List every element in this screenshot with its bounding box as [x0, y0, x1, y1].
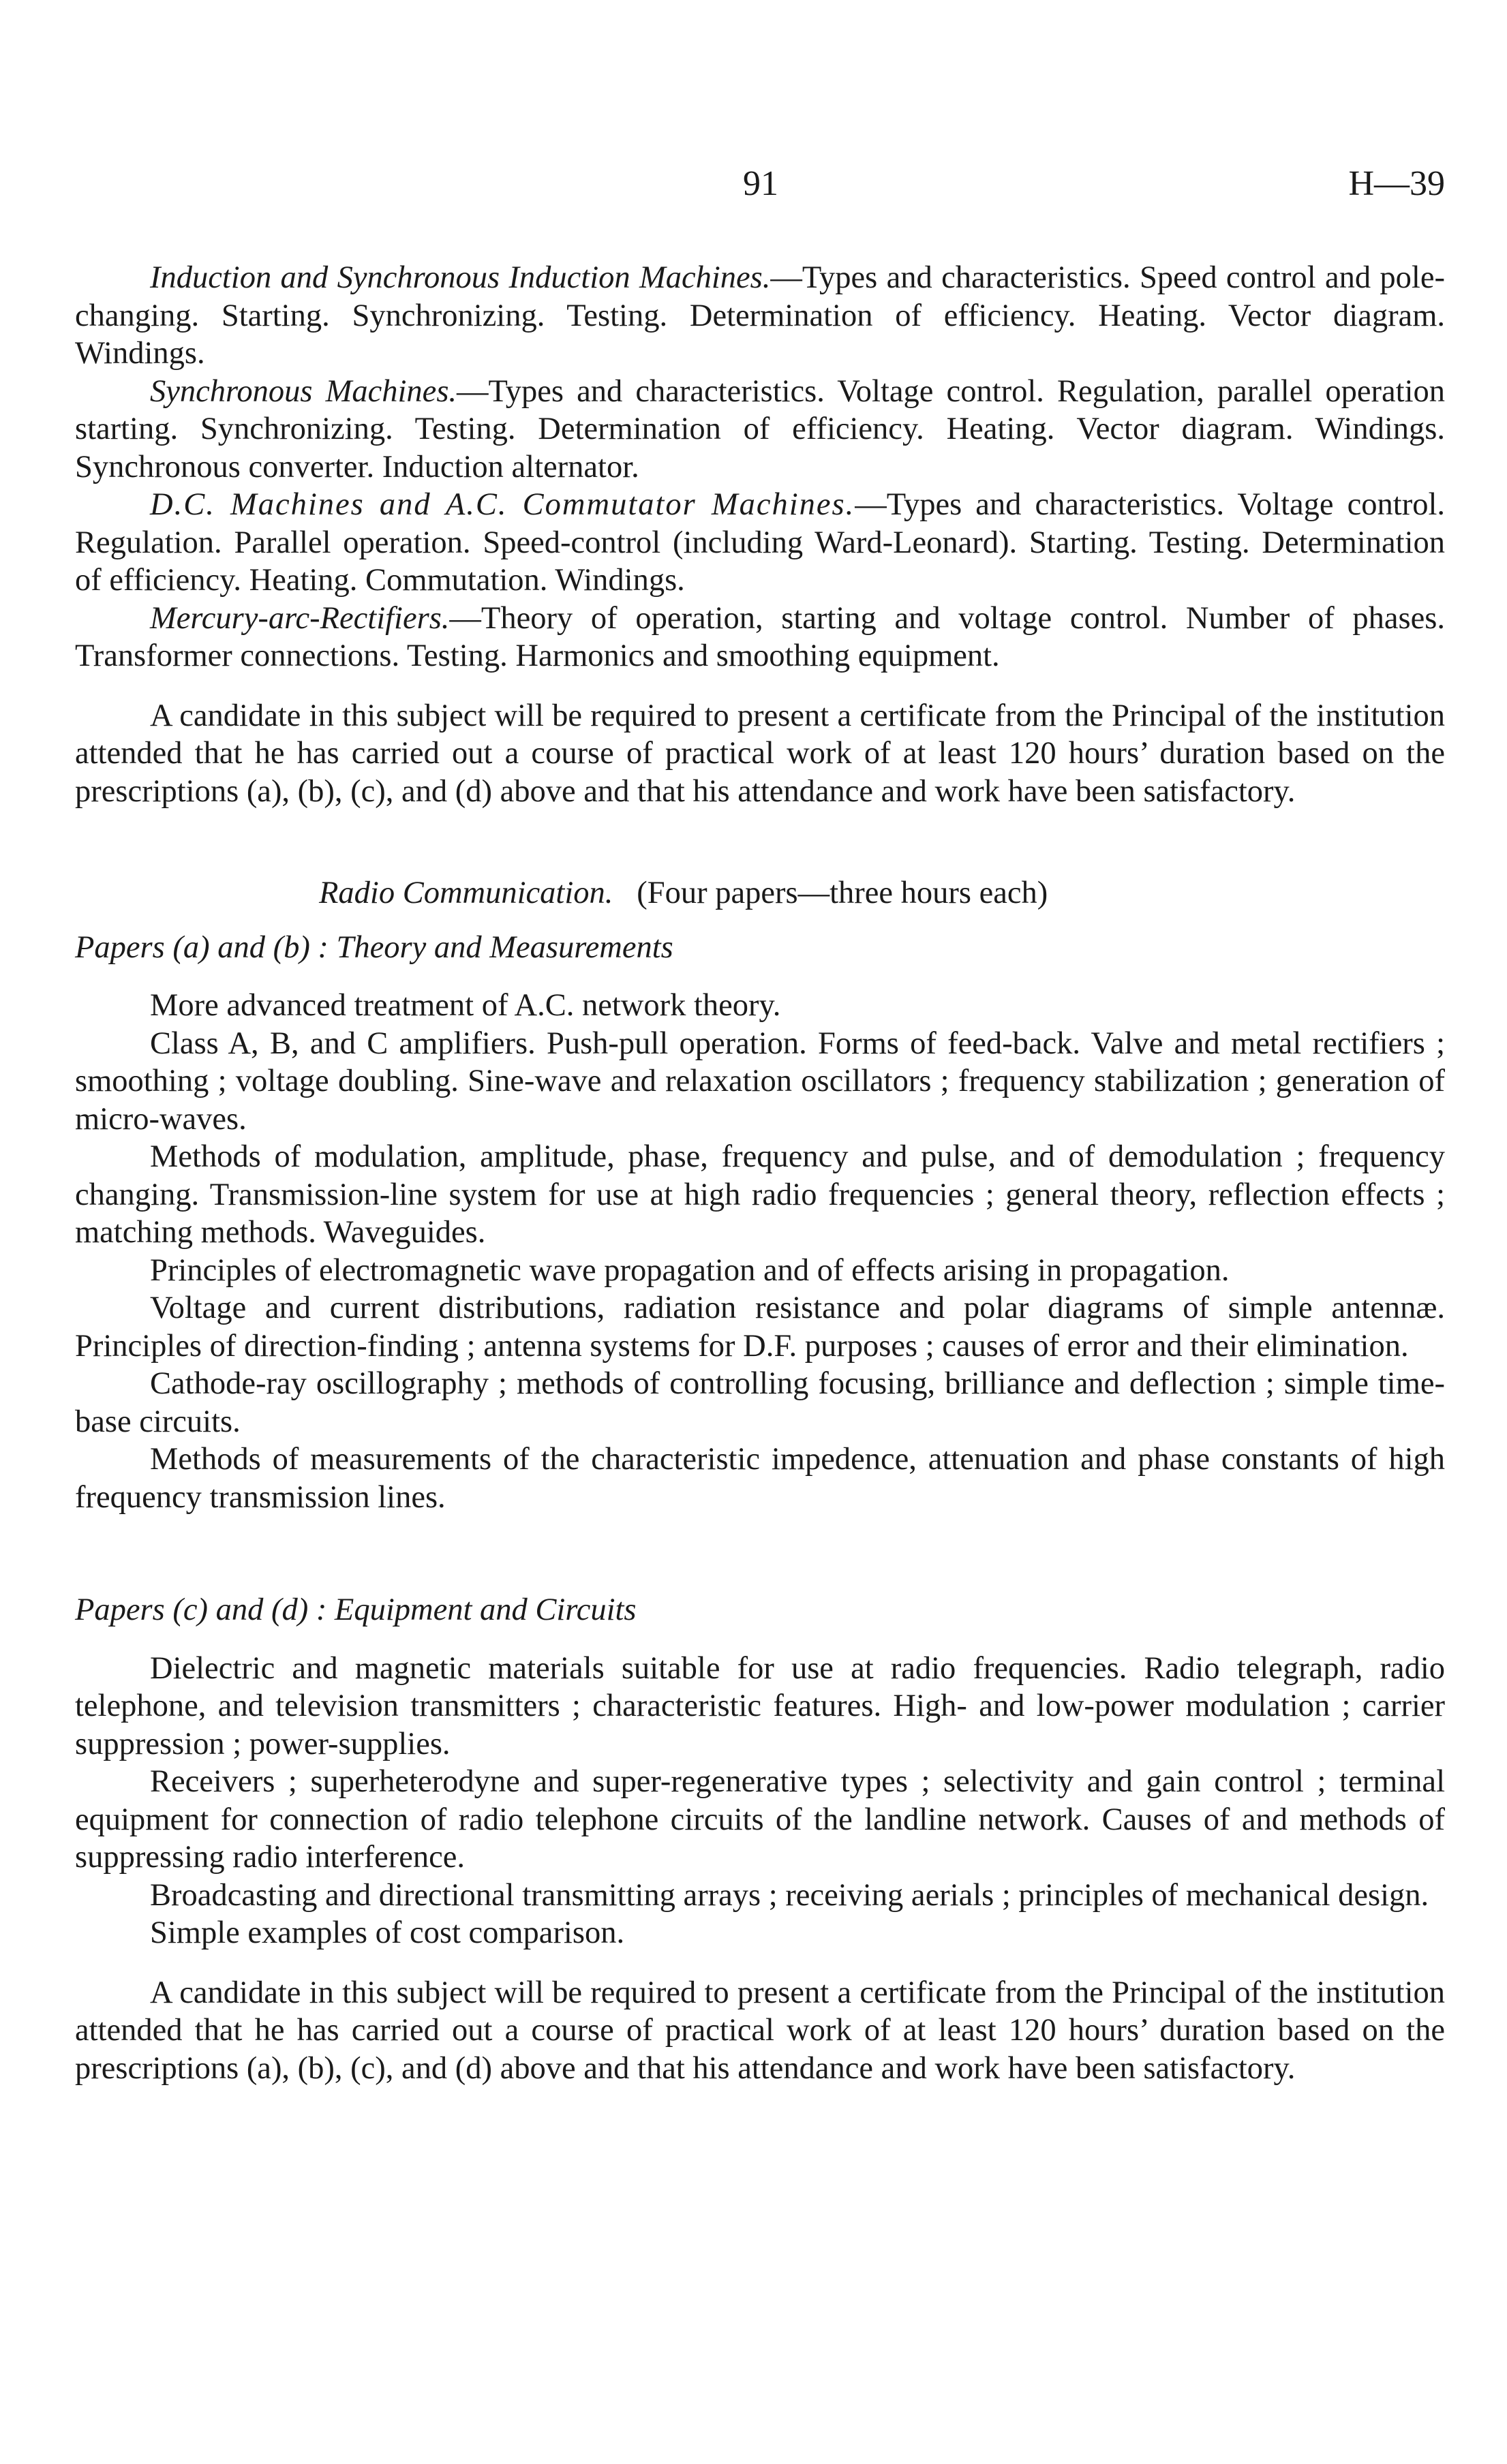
dc-ac-heading: D.C. Machines and A.C. Commutator Machines.: [150, 487, 855, 522]
page-header: [75, 164, 1445, 211]
papers-ab-item: Methods of modulation, amplitude, phase, frequency and pulse, and of demodulation ; frequency changing. Transmission-line system for use at high radio frequencies ; general theory, reflection effects ; matching methods. Waveguides.: [75, 1139, 1445, 1250]
induction-heading: Induction and Synchronous Induction Machines.: [150, 260, 771, 295]
papers-ab-item: Principles of electromagnetic wave propagation and of effects arising in propagation.: [150, 1252, 1230, 1288]
radio-title-note: (Four papers—three hours each): [637, 876, 1048, 910]
radio-section-title: [75, 874, 1445, 912]
papers-ab-item: Methods of measurements of the characteristic impedence, attenuation and phase constants of high frequency transmission lines.: [75, 1442, 1445, 1515]
synchronous-heading: Synchronous Machines.: [150, 373, 457, 409]
induction-paragraph: [75, 259, 1445, 373]
dc-ac-paragraph: [75, 486, 1445, 600]
papers-ab-item: Cathode-ray oscillography ; methods of controlling focusing, brilliance and deflection ; simple time-base circuits.: [75, 1366, 1445, 1439]
papers-ab-heading: [75, 929, 1445, 967]
page-reference: H—39: [1348, 164, 1445, 203]
synchronous-text: —Types and characteristics. Voltage control. Regulation, parallel operation starting. Synchronizing. Testing. Determination of efficiency. Heating. Vector diagram. Windings. Synchronous converter. Induction alternator.: [75, 373, 1445, 484]
certificate-paragraph-2: A candidate in this subject will be required to present a certificate from the Principal of the institution attended that he has carried out a course of practical work of at least 120 hours’ duration based on the prescriptions (a), (b), (c), and (d) above and that his attendance and work have been satisfactory.: [75, 1975, 1445, 2086]
radio-title: Radio Communication.: [319, 876, 613, 910]
page-body: [75, 259, 1445, 2087]
document-page: [75, 0, 1445, 2464]
papers-cd-heading-text: Papers (c) and (d) : Equipment and Circuits: [75, 1592, 637, 1627]
dc-ac-text: —Types and characteristics. Voltage control. Regulation. Parallel operation. Speed-control (including Ward-Leonard). Starting. Testing. Determination of efficiency. Heating. Commutation. Windings.: [75, 487, 1446, 598]
induction-text: —Types and characteristics. Speed control and pole-changing. Starting. Synchronizing. Testing. Determination of efficiency. Heating. Vector diagram. Windings.: [75, 260, 1445, 371]
synchronous-paragraph: [75, 373, 1445, 487]
papers-cd-item: Dielectric and magnetic materials suitable for use at radio frequencies. Radio telegraph, radio telephone, and television transmitters ; characteristic features. High- and low-power modulation ; carrier suppression ; power-supplies.: [75, 1650, 1445, 1761]
mercury-text: —Theory of operation, starting and voltage control. Number of phases. Transformer connections. Testing. Harmonics and smoothing equipment.: [75, 600, 1445, 673]
papers-ab-item: Class A, B, and C amplifiers. Push-pull operation. Forms of feed-back. Valve and metal rectifiers ; smoothing ; voltage doubling. Sine-wave and relaxation oscillators ; frequency stabilization ; generation of micro-waves.: [75, 1026, 1445, 1137]
certificate-paragraph-1: A candidate in this subject will be required to present a certificate from the Principal of the institution attended that he has carried out a course of practical work of at least 120 hours’ duration based on the prescriptions (a), (b), (c), and (d) above and that his attendance and work have been satisfactory.: [75, 698, 1445, 809]
papers-cd-item: Broadcasting and directional transmitting arrays ; receiving aerials ; principles of mechanical design.: [150, 1877, 1429, 1913]
mercury-paragraph: [75, 600, 1445, 675]
papers-ab-item: More advanced treatment of A.C. network theory.: [150, 988, 781, 1023]
page-number: 91: [743, 164, 778, 203]
mercury-heading: Mercury-arc-Rectifiers.: [150, 600, 450, 636]
papers-cd-item: Simple examples of cost comparison.: [150, 1915, 625, 1950]
papers-cd-item: Receivers ; superheterodyne and super-regenerative types ; selectivity and gain control ; terminal equipment for connection of radio telephone circuits of the landline network. Causes of and methods of suppressing radio interference.: [75, 1764, 1445, 1875]
papers-ab-heading-text: Papers (a) and (b) : Theory and Measurements: [75, 929, 673, 965]
papers-cd-heading: [75, 1591, 1445, 1629]
papers-ab-item: Voltage and current distributions, radiation resistance and polar diagrams of simple antennæ. Principles of direction-finding ; antenna systems for D.F. purposes ; causes of error and their elimination.: [75, 1291, 1445, 1364]
